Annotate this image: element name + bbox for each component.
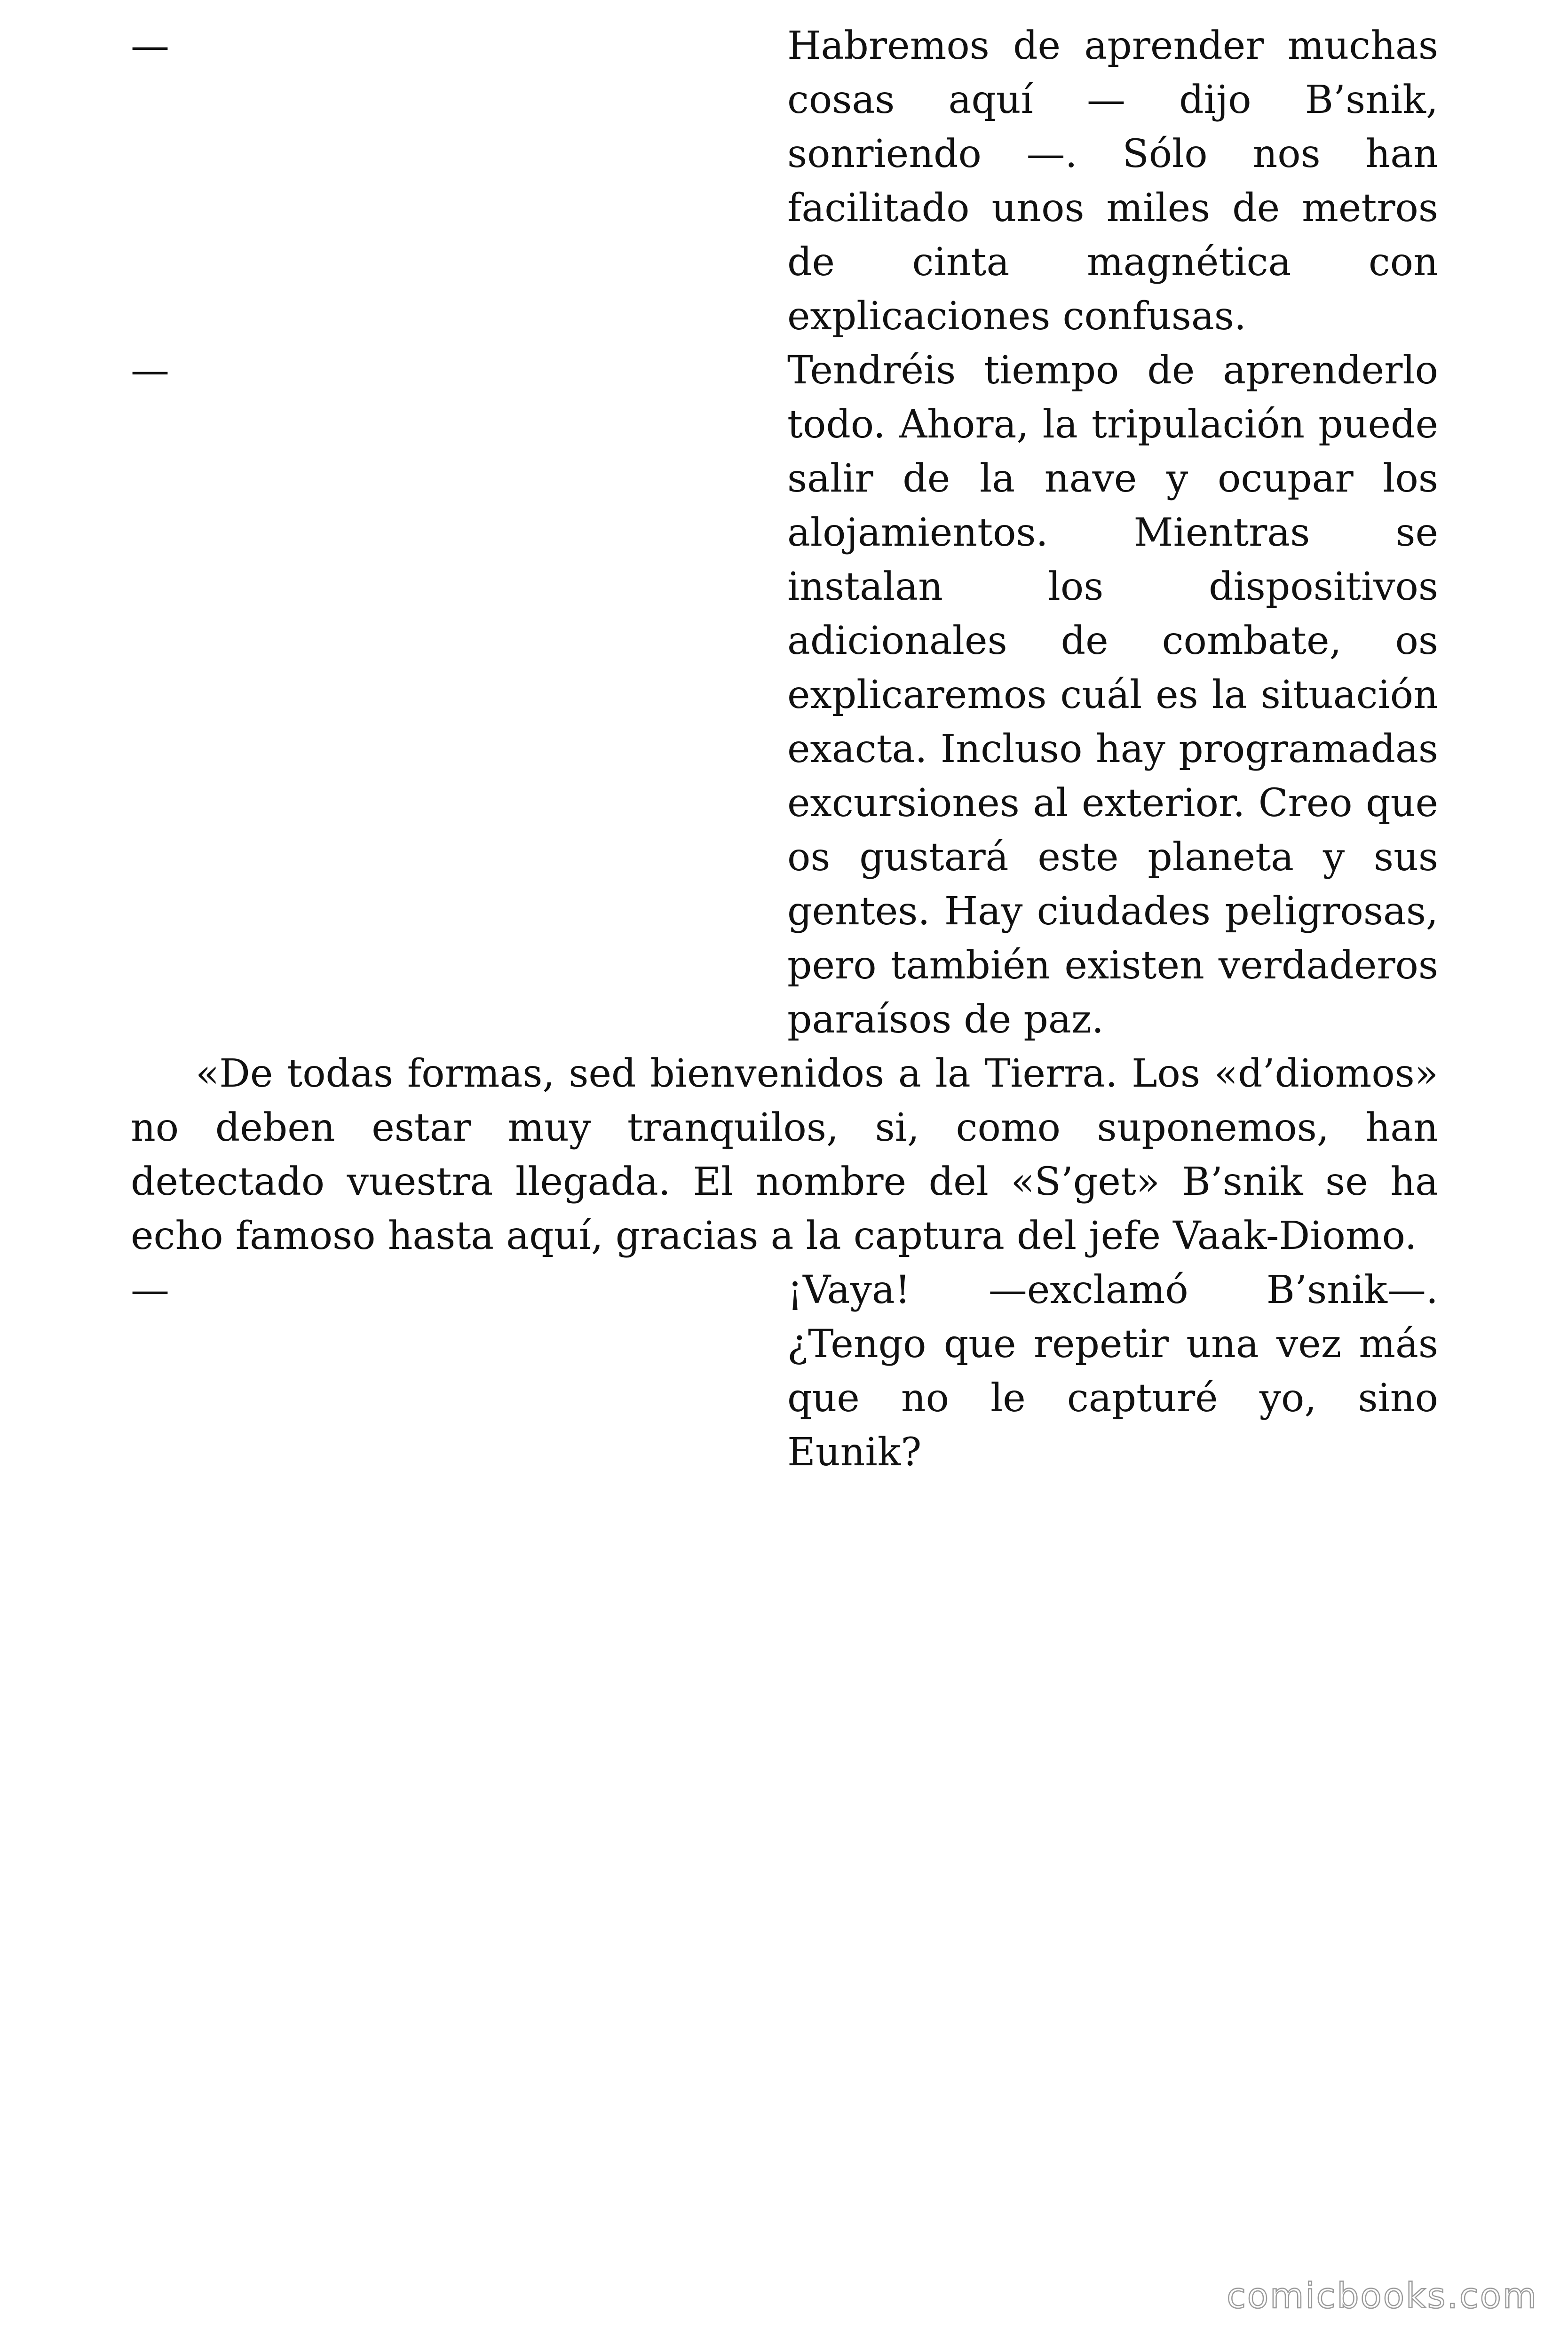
watermark-logo: comicbooks.com (1227, 2276, 1538, 2316)
dialogue-paragraph (131, 19, 1438, 343)
dialogue-dash: — (131, 348, 169, 393)
dialogue-text: ¡Vaya! —exclamó B’snik—. ¿Tengo que repetir una vez más que no le capturé yo, sino Eunik? (787, 1268, 1438, 1475)
dialogue-text: Habremos de aprender muchas cosas aquí — dijo B’snik, sonriendo —. Sólo nos han facilitado unos miles de metros de cinta magnética con explicaciones confusas. (787, 24, 1438, 339)
dialogue-text: Tendréis tiempo de aprenderlo todo. Ahora, la tripulación puede salir de la nave y ocupar los alojamientos. Mientras se instalan los dispositivos adicionales de combate, os explicaremos cuál es la situación exacta. Incluso hay programadas excursiones al exterior. Creo que os gustará este planeta y sus gentes. Hay ciudades peligrosas, pero también existen verdaderos paraísos de paz. (787, 348, 1438, 1042)
dialogue-paragraph (131, 343, 1438, 1047)
dialogue-dash: — (131, 24, 169, 68)
narration-paragraph: «De todas formas, sed bienvenidos a la Tierra. Los «d’diomos» no deben estar muy tranquilos, si, como suponemos, han detectado vuestra llegada. El nombre del «S’get» B’snik se ha echo famoso hasta aquí, gracias a la captura del jefe Vaak-Diomo. (131, 1051, 1438, 1258)
dialogue-dash: — (131, 1268, 169, 1312)
dialogue-paragraph (131, 1263, 1438, 1479)
page-text (131, 19, 1438, 1479)
